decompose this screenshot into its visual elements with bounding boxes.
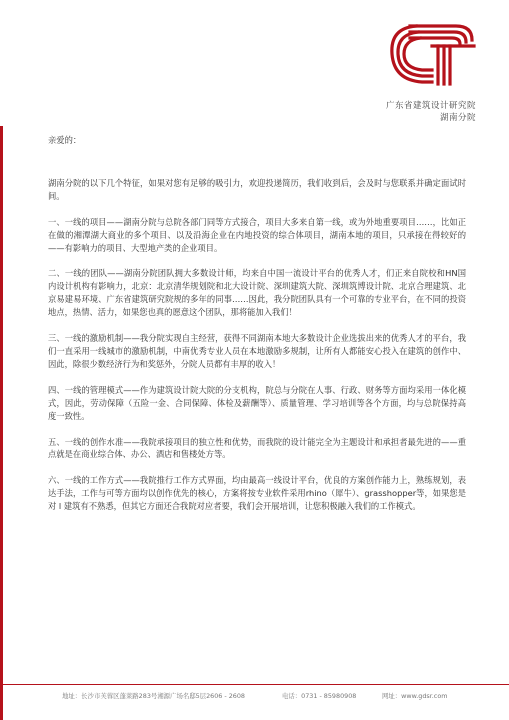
paragraph-work-style: 六、一线的工作方式——我院推行工作方式界面，均由最高一线设计平台，优良的方案创作能力上，熟练规划，表达手法，工作与可等方面均以创作优先的核心，方案将按专业软件采用rhino（犀牛）、grasshopper等，如果您是对 l 建筑有不熟悉，但其它方面还合我院对应者要，我们会开展培训，让您积极融入我们的工作模式。 — [48, 475, 466, 512]
paragraph-management: 四、一线的管理模式——作为建筑设计院大院的分支机构，院总与分院在人事、行政、财务等方面均采用一体化模式，因此，劳动保障（五险一金、合同保障、体检及薪酬等）、质量管理、学习培训等各个方面，均与总院保持高度一致性。 — [48, 384, 466, 421]
letter-greeting: 亲爱的： — [48, 135, 82, 145]
footer-website[interactable]: 网址：www.gdsr.com — [382, 692, 448, 700]
footer — [0, 684, 509, 700]
footer-phone: 电话：0731 - 85980908 — [282, 692, 357, 700]
footer-contact-row — [62, 691, 482, 700]
paragraph-creative-level: 五、一线的创作水准——我院承接项目的独立性和优势，而我院的设计能完全为主题设计和承担者最先进的——重点就是在商业综合体、办公、酒店和售楼处方等。 — [48, 436, 466, 460]
company-name-line1: 广东省建筑设计研究院 — [385, 101, 476, 111]
company-name-block — [386, 100, 476, 124]
letter-body — [48, 134, 466, 526]
footer-address: 地址：长沙市芙蓉区蓬莱路283号湘源广场名邸5层2606 - 2608 — [62, 692, 245, 700]
company-name-line2: 湖南分院 — [439, 113, 476, 123]
company-logo — [386, 18, 478, 90]
paragraph-incentives: 三、一线的激励机制——我分院实现自主经营，获得不同湖南本地大多数设计企业选拔出来的优秀人才的平台，我们一直采用一线城市的激励机制，中南优秀专业人员在本地激励多规制，让所有人都能安心投入在建筑的创作中、因此，除很少数经济行为和奖惩外，分院人员都有丰厚的收入！ — [48, 333, 466, 369]
paragraph-team: 二、一线的团队——湖南分院团队拥大多数设计师，均来自中国一流设计平台的优秀人才，们正来自院校和HN国内设计机构有影响力，北京：北京清华规划院和北大设计院、深圳建筑大院、深圳筑博设计院、北京合理建筑、北京易建易环境、广东省建筑研究院规的多年的同事……因此，我分院团队具有一个可靠的专业平台，在不同的投资地点，热情、活力，如果您也真的愿意这个团队，那将能加入我们！ — [48, 268, 466, 318]
paragraph-intro: 湖南分院的以下几个特征，如果对您有足够的吸引力，欢迎投递简历，我们收到后，会及时与您联系并确定面试时间。 — [48, 177, 466, 201]
paragraph-projects: 一、一线的项目——湖南分院与总院各部门同等方式接合，项目大多来自第一线，或为外地重要项目……，比如正在做的湘潭湖大商业的多个项目、以及沿海企业在内地投资的综合体项目，湖南本地的项目，只承接在得较好的——有影响力的项目、大型地产类的企业项目。 — [48, 216, 466, 253]
left-accent-bar — [0, 126, 3, 720]
